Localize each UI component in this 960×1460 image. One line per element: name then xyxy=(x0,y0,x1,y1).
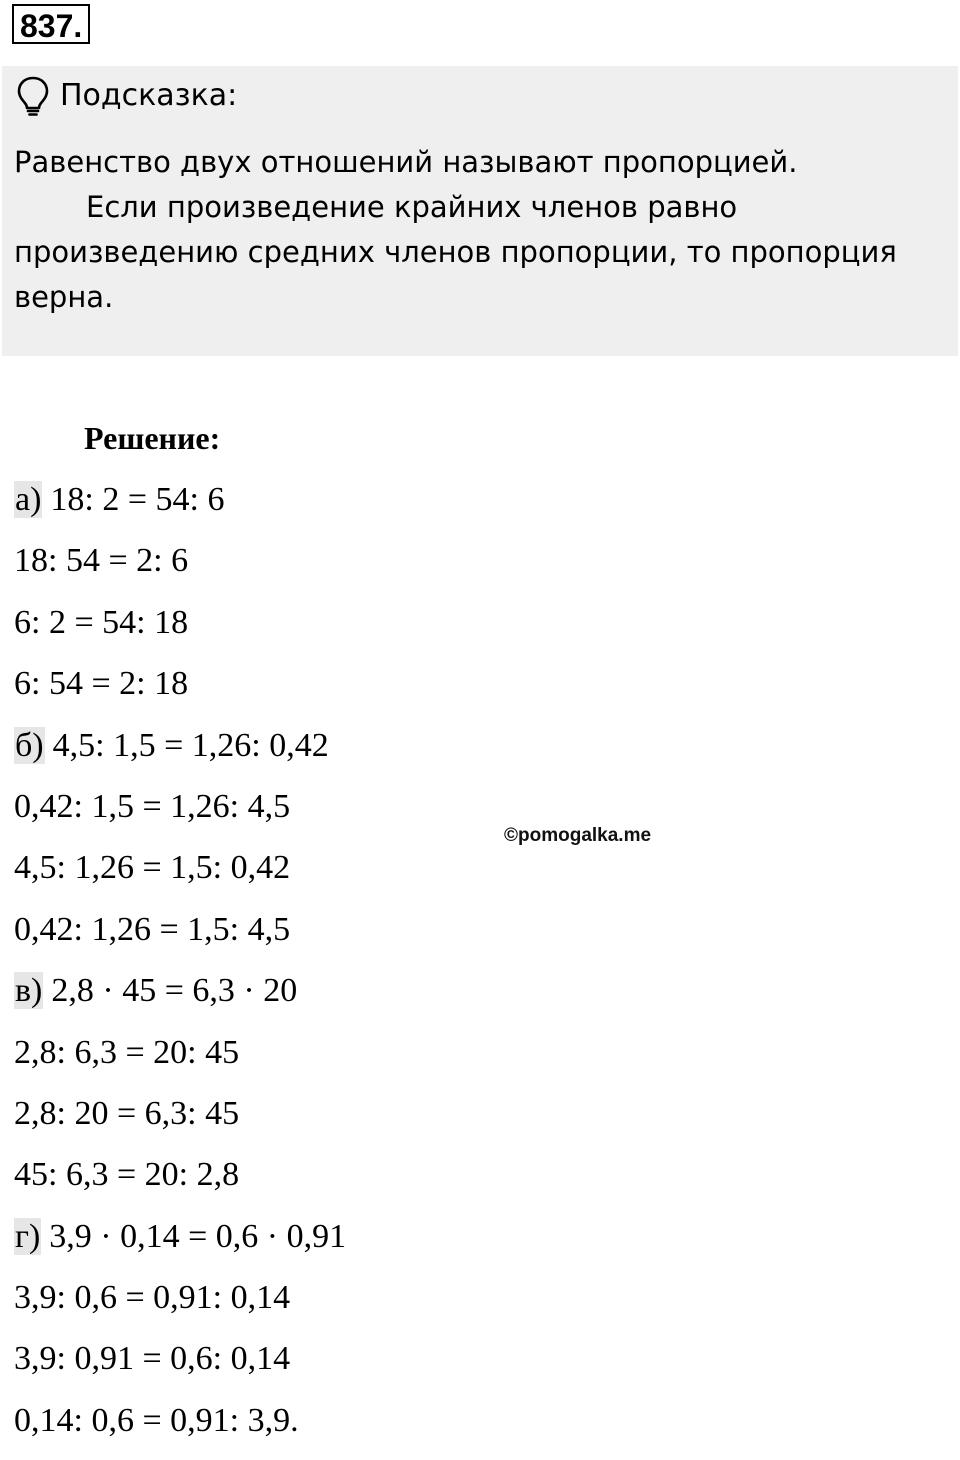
equation-text: 18: 2 = 54: 6 xyxy=(50,481,225,518)
part-label: г) xyxy=(15,1217,41,1255)
equation-text: 6: 2 = 54: 18 xyxy=(14,603,189,641)
solution-line xyxy=(14,478,346,539)
solution-line xyxy=(14,1031,346,1092)
equation-text: 45: 6,3 = 20: 2,8 xyxy=(14,1156,240,1194)
hint-box xyxy=(2,66,958,356)
hint-header xyxy=(16,76,237,116)
solution-line xyxy=(14,1276,346,1337)
solution-line xyxy=(14,1337,346,1398)
equation-text: 3,9: 0,6 = 0,91: 0,14 xyxy=(14,1279,291,1317)
solution-line xyxy=(14,1092,346,1153)
equation-text: 6: 54 = 2: 18 xyxy=(14,665,189,703)
problem-number: 837. xyxy=(12,4,90,44)
hint-line: верна. xyxy=(14,280,114,314)
equation-text: 0,14: 0,6 = 0,91: 3,9. xyxy=(14,1401,299,1439)
equation-text: 0,42: 1,5 = 1,26: 4,5 xyxy=(14,787,291,825)
hint-text xyxy=(14,140,944,320)
solution-line xyxy=(14,969,346,1030)
solution-line xyxy=(14,1215,346,1276)
equation-text: 4,5: 1,5 = 1,26: 0,42 xyxy=(52,726,329,764)
solution-line xyxy=(14,1153,346,1214)
equation-text: 3,9 · 0,14 = 0,6 · 0,91 xyxy=(49,1217,347,1255)
solution-lines xyxy=(14,478,346,1460)
equation-text: 4,5: 1,26 = 1,5: 0,42 xyxy=(14,849,291,887)
solution-line xyxy=(14,846,346,907)
solution-line xyxy=(14,662,346,723)
hint-line: Если произведение крайних членов равно xyxy=(86,190,738,224)
equation-text: 2,8 · 45 = 6,3 · 20 xyxy=(51,972,298,1010)
part-label: б) xyxy=(15,726,44,764)
solution-line xyxy=(14,724,346,785)
solution-line xyxy=(14,601,346,662)
equation-text: 0,42: 1,26 = 1,5: 4,5 xyxy=(14,910,291,948)
solution-line xyxy=(14,785,346,846)
solution-line xyxy=(14,1399,346,1460)
equation-text: 18: 54 = 2: 6 xyxy=(14,542,189,580)
hint-title: Подсказка: xyxy=(60,78,238,113)
hint-line: произведению средних членов пропорции, то пропорция xyxy=(14,235,897,269)
part-label: в) xyxy=(15,972,43,1010)
watermark: ©pomogalka.me xyxy=(504,825,652,846)
solution-heading: Решение: xyxy=(84,420,221,456)
solution-line xyxy=(14,908,346,969)
solution-line xyxy=(14,539,346,600)
lightbulb-icon xyxy=(16,76,50,116)
part-label: а) xyxy=(15,481,42,518)
equation-text: 2,8: 6,3 = 20: 45 xyxy=(14,1033,240,1071)
equation-text: 2,8: 20 = 6,3: 45 xyxy=(14,1094,240,1132)
hint-line: Равенство двух отношений называют пропорцией. xyxy=(14,145,798,179)
equation-text: 3,9: 0,91 = 0,6: 0,14 xyxy=(14,1340,291,1378)
